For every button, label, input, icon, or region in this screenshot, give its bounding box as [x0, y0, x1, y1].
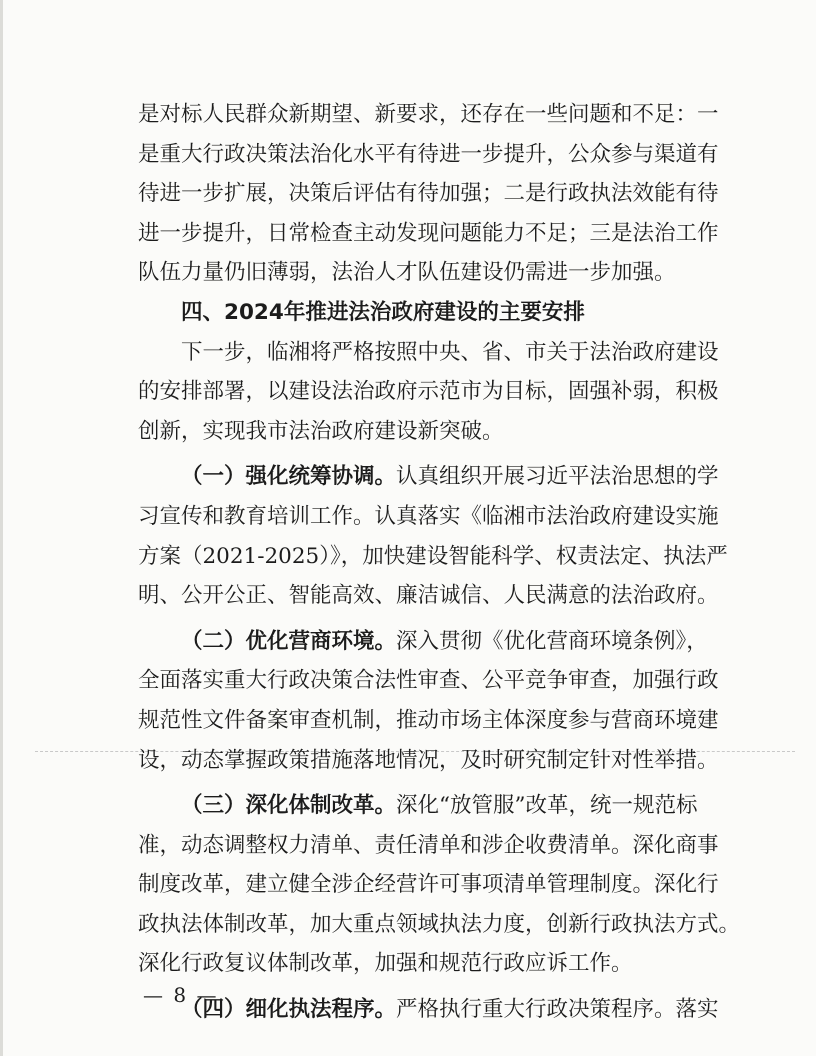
text-line: 明、公开公正、智能高效、廉洁诚信、人民满意的法治政府。 — [138, 583, 719, 609]
text-line: 的安排部署，以建设法治政府示范市为目标，固强补弱，积极 — [138, 379, 719, 405]
text-line: 深化行政复议体制改革，加强和规范行政应诉工作。 — [138, 951, 633, 977]
subsection-lead: （三）深化体制改革。 — [181, 793, 397, 819]
text-run: 严格执行重大行政决策程序。落实 — [396, 997, 719, 1023]
text-run: 深化“放管服”改革，统一规范标 — [396, 793, 698, 819]
subsection-lead: （一）强化统筹协调。 — [181, 464, 397, 490]
text-line — [138, 622, 708, 662]
text-line: 规范性文件备案审查机制，推动市场主体深度参与营商环境建 — [138, 707, 719, 733]
text-line: 准，动态调整权力清单、责任清单和涉企收费清单。深化商事 — [138, 832, 719, 858]
text-line: 创新，实现我市法治政府建设新突破。 — [138, 418, 504, 444]
text-line: 设，动态掌握政策措施落地情况，及时研究制定针对性举措。 — [138, 747, 719, 773]
text-line: 是重大行政决策法治化水平有待进一步提升，公众参与渠道有 — [138, 141, 719, 167]
text-line — [138, 990, 719, 1030]
text-line: 是对标人民群众新期望、新要求，还存在一些问题和不足：一 — [138, 102, 719, 127]
text-line: 待进一步扩展，决策后评估有待加强；二是行政执法效能有待 — [138, 181, 719, 207]
text-line: 政执法体制改革，加大重点领域执法力度，创新行政执法方式。 — [138, 911, 741, 937]
document-body — [138, 95, 741, 1030]
text-line: 队伍力量仍旧薄弱，法治人才队伍建设仍需进一步加强。 — [138, 260, 676, 286]
scan-edge — [0, 0, 3, 1056]
subsection-lead: （二）优化营商环境。 — [181, 628, 397, 654]
text-line: 方案（2021-2025）》，加快建设智能科学、权责法定、执法严 — [138, 543, 728, 569]
text-line: 制度改革，建立健全涉企经营许可事项清单管理制度。深化行 — [138, 872, 719, 898]
page-number: — 8 — — [143, 983, 219, 1007]
text-line: 习宣传和教育培训工作。认真落实《临湘市法治政府建设实施 — [138, 503, 719, 529]
text-run: 深入贯彻《优化营商环境条例》， — [396, 628, 708, 654]
text-line: 下一步，临湘将严格按照中央、省、市关于法治政府建设 — [181, 339, 719, 365]
text-line — [138, 457, 719, 497]
section-heading: 四、2024年推进法治政府建设的主要安排 — [181, 299, 585, 325]
text-line: 全面落实重大行政决策合法性审查、公平竞争审查，加强行政 — [138, 668, 719, 694]
text-run: 认真组织开展习近平法治思想的学 — [396, 464, 719, 490]
subsection-lead: （四）细化执法程序。 — [181, 997, 397, 1023]
text-line: 进一步提升，日常检查主动发现问题能力不足；三是法治工作 — [138, 220, 719, 246]
text-line — [138, 786, 698, 826]
